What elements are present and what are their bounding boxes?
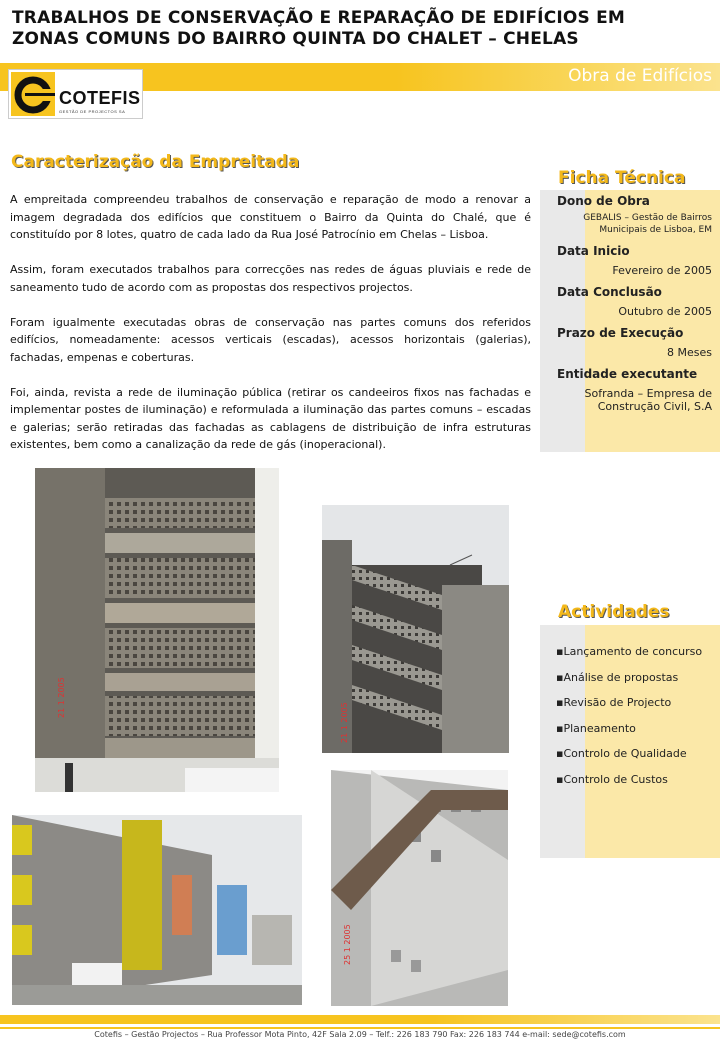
photo-date-stamp: 21 1 2005 (57, 677, 66, 718)
section-title-actividades: Actividades (558, 602, 670, 622)
list-item: ▪Controlo de Qualidade (556, 747, 687, 761)
paragraph: Foram igualmente executadas obras de conservação nas partes comuns dos referidos edifícios, nomeadamente: acessos verticais (escadas), acessos horizontais (galerias), fachadas, empenas e coberturas. (10, 315, 531, 364)
logo-subtitle: GESTÃO DE PROJECTOS SA (59, 109, 126, 114)
photo-staircase (322, 505, 509, 753)
paragraph: Foi, ainda, revista a rede de iluminação pública (retirar os candeeiros fixos nas fachadas e implementar postes de iluminação) e reformulada a iluminação das partes comuns – escadas e galerias; serão retiradas das fachadas as cablagens de distribuição de infra estruturas existentes, bem como a canalização da rede de gás (inoperacional). (10, 385, 531, 451)
footer-band (0, 1015, 720, 1024)
list-item: ▪Revisão de Projecto (556, 696, 672, 710)
section-title-ficha: Ficha Técnica (558, 168, 686, 188)
ficha-label: Entidade executante (557, 367, 698, 381)
list-item: ▪Planeamento (556, 721, 636, 735)
list-item: ▪Controlo de Custos (556, 772, 668, 786)
ficha-tecnica (557, 190, 712, 413)
logo-mark-icon (11, 72, 55, 116)
ficha-value: Outubro de 2005 (618, 305, 712, 318)
footer-rule (0, 1027, 720, 1029)
paragraph: A empreitada compreendeu trabalhos de conservação e reparação de modo a renovar a imagem degradada dos edifícios que constituem o Bairro da Quinta do Chalé, que é constituído por 8 lotes, quatro de cada lado da Rua José Patrocínio em Chelas – Lisboa. (10, 193, 531, 241)
ficha-value: 8 Meses (667, 346, 712, 359)
page-title (12, 8, 712, 50)
title-line-1: TRABALHOS DE CONSERVAÇÃO E REPARAÇÃO DE EDIFÍCIOS EM (12, 8, 626, 28)
ficha-value: Sofranda – Empresa de Construção Civil, S.A (584, 387, 712, 413)
footer-contact: Cotefis – Gestão Projectos – Rua Professor Mota Pinto, 42F Sala 2.09 – Telf.: 226 183 790 Fax: 226 183 744 e-mail: sede@cotefis.com (94, 1030, 626, 1039)
photo-date-stamp: 21 1 2005 (340, 702, 349, 743)
photo-colored-facades (12, 815, 302, 1005)
cotefis-logo (8, 69, 143, 119)
list-item: ▪Análise de propostas (556, 670, 679, 684)
title-line-2: ZONAS COMUNS DO BAIRRO QUINTA DO CHALET – CHELAS (12, 29, 579, 49)
list-item: ▪Lançamento de concurso (556, 645, 703, 658)
ficha-label: Data Conclusão (557, 285, 662, 299)
photo-stair-detail (331, 770, 508, 1006)
band-label: Obra de Edifícios (568, 66, 712, 86)
actividades-list (556, 645, 702, 799)
logo-name: COTEFIS (59, 88, 141, 108)
ficha-label: Prazo de Execução (557, 326, 684, 340)
ficha-label: Data Inicio (557, 244, 630, 258)
description-text (10, 191, 531, 471)
photo-building-facade (35, 468, 279, 792)
section-title-caracterizacao: Caracterização da Empreitada (11, 152, 300, 172)
paragraph: Assim, foram executados trabalhos para correcções nas redes de águas pluviais e rede de saneamento tudo de acordo com as propostas dos respectivos projectos. (10, 263, 531, 294)
photo-date-stamp: 25 1 2005 (343, 924, 352, 965)
ficha-label: Dono de Obra (557, 194, 650, 208)
ficha-value: Fevereiro de 2005 (612, 264, 712, 277)
ficha-value: GEBALIS – Gestão de Bairros Municipais de Lisboa, EM (583, 213, 712, 235)
